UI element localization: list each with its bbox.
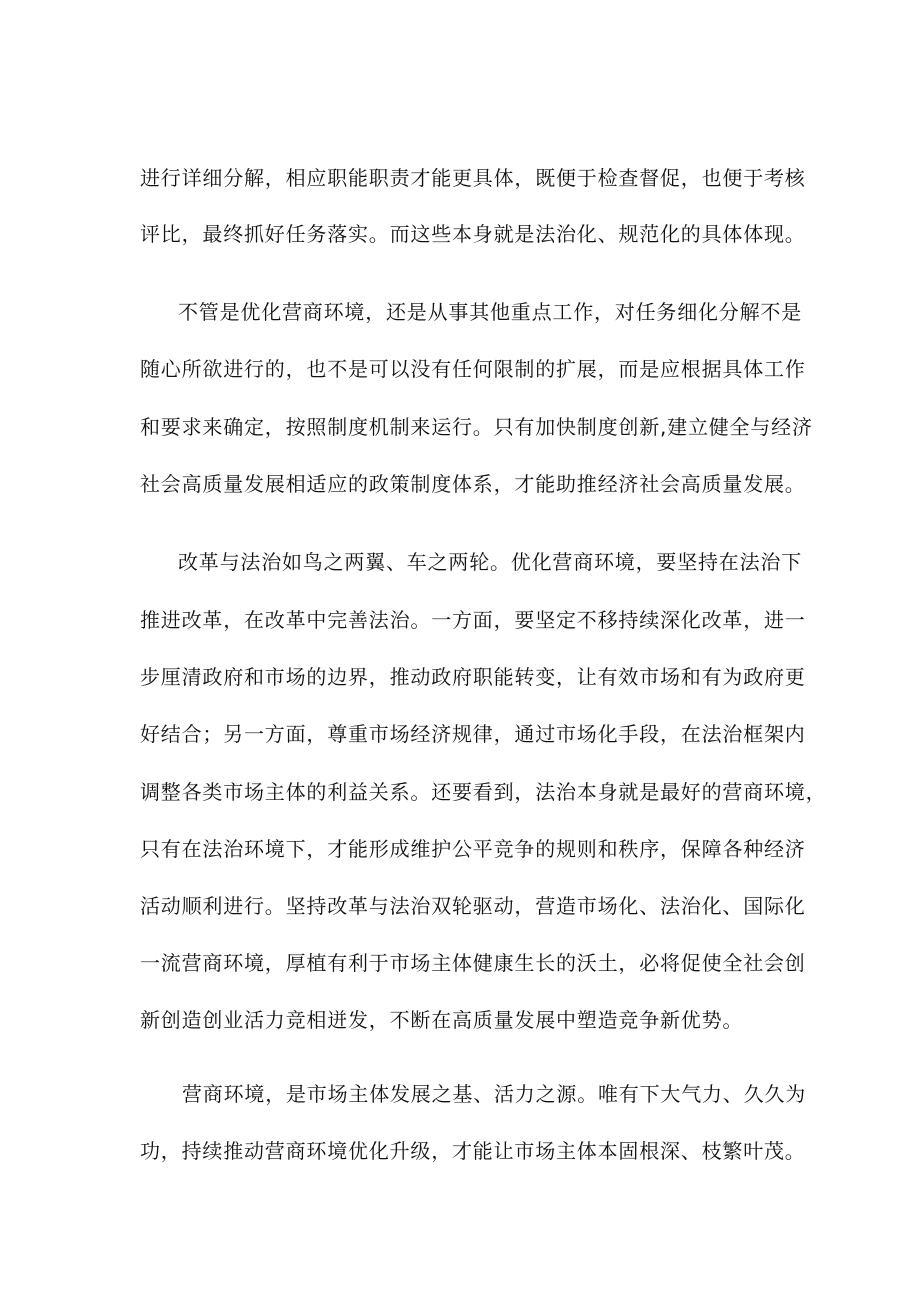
paragraph-4-line-2: 功，持续推动营商环境优化升级，才能让市场主体本固根深、枝繁叶茂。 [140, 1139, 806, 1163]
paragraph-3-line-7: 活动顺利进行。坚持改革与法治双轮驱动，营造市场化、法治化、国际化 [140, 894, 806, 918]
paragraph-3-line-3: 步厘清政府和市场的边界，推动政府职能转变，让有效市场和有为政府更 [140, 665, 806, 689]
paragraph-2-line-1: 不管是优化营商环境，还是从事其他重点工作，对任务细化分解不是 [178, 300, 802, 324]
paragraph-3-line-9: 新创造创业活力竞相迸发，不断在高质量发展中塑造竞争新优势。 [140, 1008, 744, 1032]
paragraph-3-line-1: 改革与法治如鸟之两翼、车之两轮。优化营商环境，要坚持在法治下 [178, 550, 802, 574]
paragraph-4-line-1: 营商环境，是市场主体发展之基、活力之源。唯有下大气力、久久为 [182, 1082, 806, 1106]
paragraph-2-line-3: 和要求来确定，按照制度机制来运行。只有加快制度创新,建立健全与经济 [140, 415, 813, 439]
paragraph-1-line-2: 评比，最终抓好任务落实。而这些本身就是法治化、规范化的具体体现。 [140, 222, 806, 246]
paragraph-3-line-2: 推进改革，在改革中完善法治。一方面，要坚定不移持续深化改革，进一 [140, 608, 806, 632]
paragraph-3-line-4: 好结合；另一方面，尊重市场经济规律，通过市场化手段，在法治框架内 [140, 722, 806, 746]
paragraph-3-line-5: 调整各类市场主体的利益关系。还要看到，法治本身就是最好的营商环境， [140, 780, 827, 804]
paragraph-2-line-4: 社会高质量发展相适应的政策制度体系，才能助推经济社会高质量发展。 [140, 472, 806, 496]
paragraph-3-line-6: 只有在法治环境下，才能形成维护公平竞争的规则和秩序，保障各种经济 [140, 837, 806, 861]
paragraph-1-line-1: 进行详细分解，相应职能职责才能更具体，既便于检查督促，也便于考核 [140, 166, 806, 190]
paragraph-3-line-8: 一流营商环境，厚植有利于市场主体健康生长的沃土，必将促使全社会创 [140, 951, 806, 975]
paragraph-2-line-2: 随心所欲进行的，也不是可以没有任何限制的扩展，而是应根据具体工作 [140, 357, 806, 381]
